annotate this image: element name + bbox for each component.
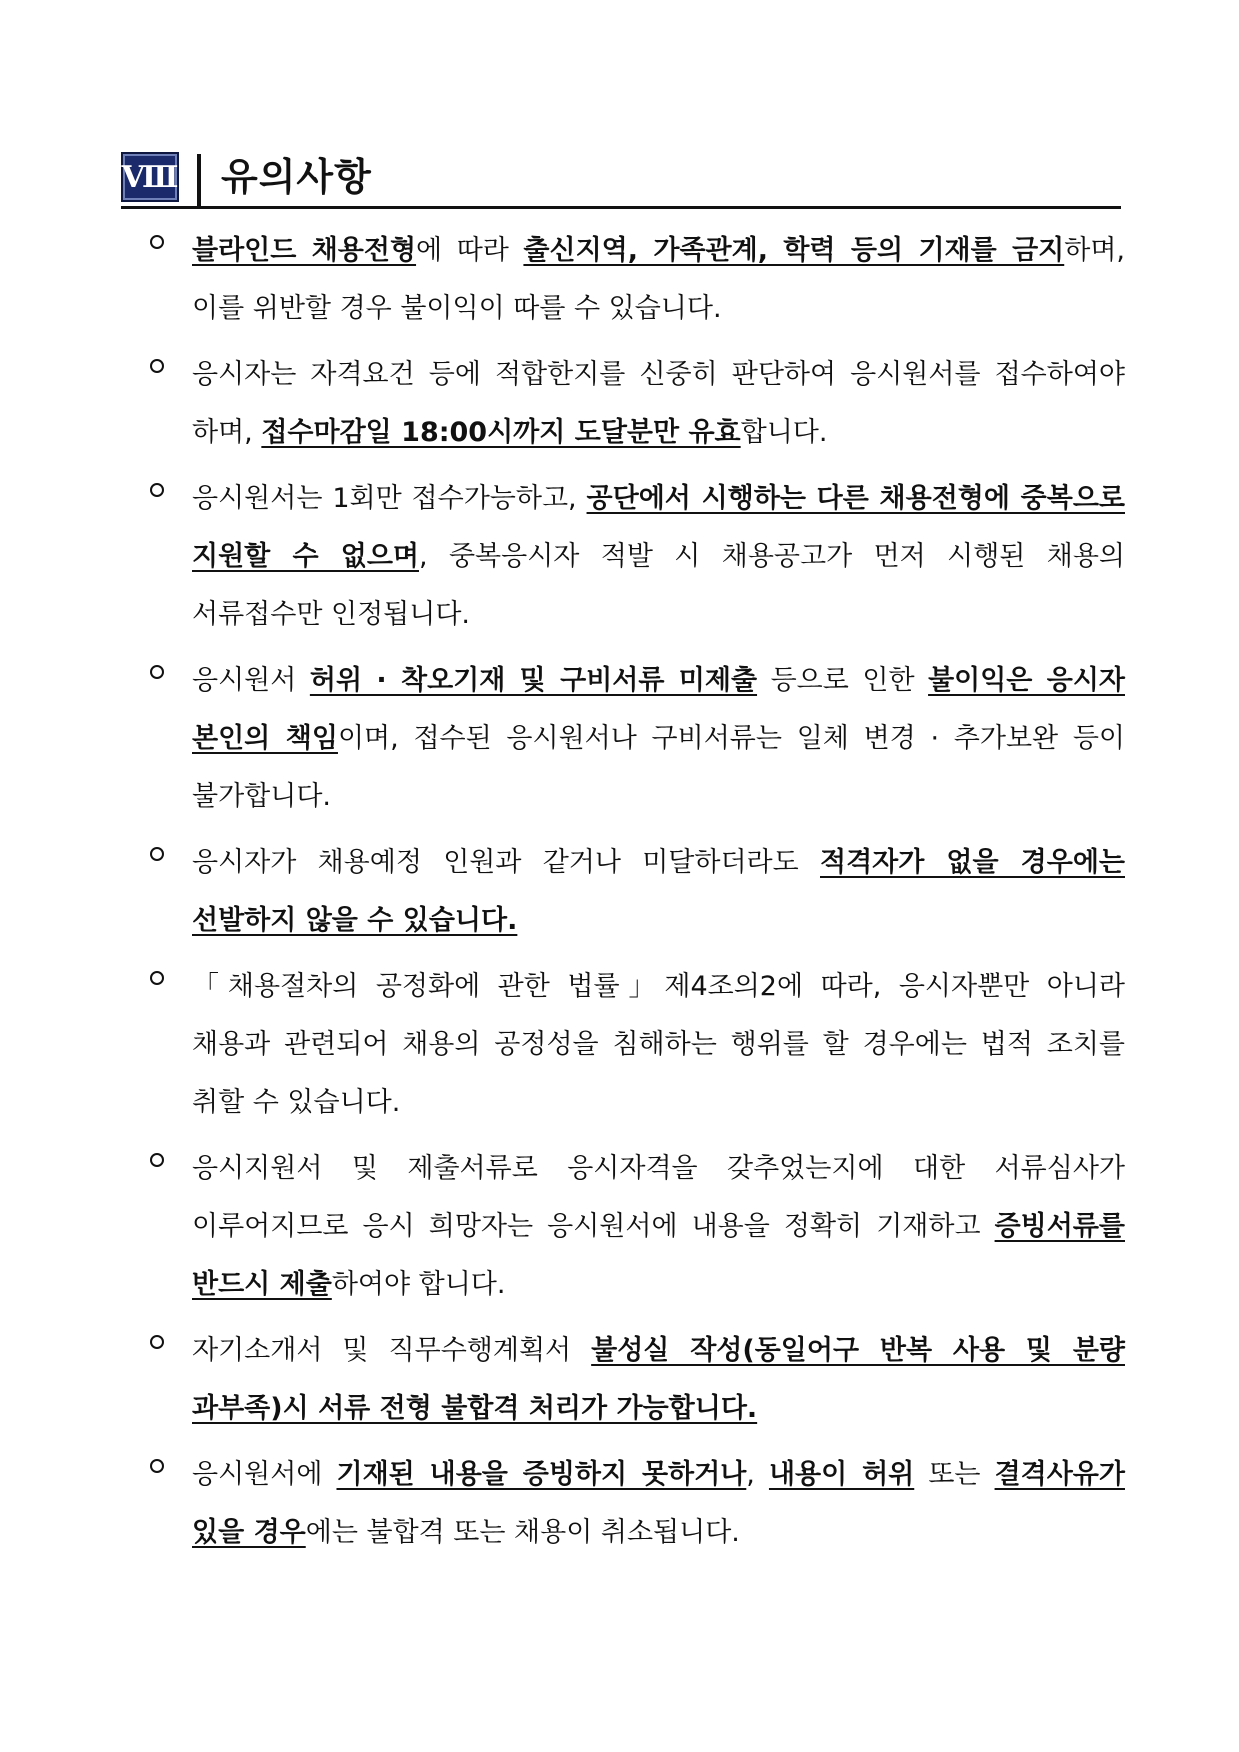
emphasized-text: 적격자가 없을 경우에는 선발하지 않을 수 있습니다.	[192, 847, 1125, 936]
emphasized-text: 증빙서류를 반드시 제출	[192, 1211, 1125, 1300]
body-text: 합니다.	[740, 417, 828, 448]
circle-bullet-icon	[150, 483, 164, 497]
body-text: 응시원서는 1회만 접수가능하고,	[192, 483, 587, 514]
body-text: 자기소개서 및 직무수행계획서	[192, 1335, 592, 1366]
notice-text	[192, 346, 1125, 462]
notice-item	[150, 470, 1125, 644]
section-number-badge: Ⅷ	[121, 152, 179, 202]
notice-text	[192, 1140, 1125, 1314]
body-text: 등으로 인한	[757, 665, 929, 696]
circle-bullet-icon	[150, 1459, 164, 1473]
section-header	[121, 152, 1121, 209]
body-text: 응시자는 자격요건 등에 적합한지를 신중히 판단하여 응시원서를 접수하여야 하며,	[192, 359, 1125, 448]
notice-item	[150, 1322, 1125, 1438]
circle-bullet-icon	[150, 1335, 164, 1349]
circle-bullet-icon	[150, 847, 164, 861]
circle-bullet-icon	[150, 1153, 164, 1167]
emphasized-text: 블라인드 채용전형	[192, 235, 417, 266]
emphasized-text: 결격사유가 있을 경우	[192, 1459, 1125, 1548]
notice-item	[150, 222, 1125, 338]
notice-list	[150, 222, 1125, 1570]
circle-bullet-icon	[150, 359, 164, 373]
body-text: 응시원서에	[192, 1459, 337, 1490]
body-text: , 중복응시자 적발 시 채용공고가 먼저 시행된 채용의 서류접수만 인정됩니다.	[192, 541, 1125, 630]
emphasized-text: 기재된 내용을 증빙하지 못하거나	[336, 1459, 747, 1490]
body-text: 에는 불합격 또는 채용이 취소됩니다.	[305, 1517, 740, 1548]
circle-bullet-icon	[150, 235, 164, 249]
emphasized-text: 공단에서 시행하는 다른 채용전형에 중복으로 지원할 수 없으며	[192, 483, 1125, 572]
notice-item	[150, 834, 1125, 950]
emphasized-text: 허위 · 착오기재 및 구비서류 미제출	[309, 665, 758, 696]
emphasized-text: 접수마감일 18:00시까지 도달분만 유효	[261, 417, 741, 448]
notice-item	[150, 958, 1125, 1132]
emphasized-text: 출신지역, 가족관계, 학력 등의 기재를 금지	[523, 235, 1065, 266]
body-text: 에 따라	[416, 235, 524, 266]
circle-bullet-icon	[150, 971, 164, 985]
body-text: 또는	[914, 1459, 995, 1490]
notice-text	[192, 834, 1125, 950]
notice-text	[192, 1322, 1125, 1438]
notice-item	[150, 652, 1125, 826]
body-text: 「채용절차의 공정화에 관한 법률」제4조의2에 따라, 응시자뿐만 아니라 채용과 관련되어 채용의 공정성을 침해하는 행위를 할 경우에는 법적 조치를 취할 수 있습니다.	[192, 971, 1125, 1118]
circle-bullet-icon	[150, 665, 164, 679]
section-divider-bar	[197, 154, 201, 206]
body-text: ,	[746, 1459, 769, 1490]
body-text: 하여야 합니다.	[331, 1269, 506, 1300]
body-text: 이며, 접수된 응시원서나 구비서류는 일체 변경 · 추가보완 등이 불가합니다.	[192, 723, 1126, 812]
notice-item	[150, 1140, 1125, 1314]
emphasized-text: 내용이 허위	[768, 1459, 915, 1490]
emphasized-text: 불이익은 응시자 본인의 책임	[192, 665, 1125, 754]
body-text: 응시지원서 및 제출서류로 응시자격을 갖추었는지에 대한 서류심사가 이루어지므로 응시 희망자는 응시원서에 내용을 정확히 기재하고	[192, 1153, 1125, 1242]
section-title: 유의사항	[221, 155, 372, 199]
body-text: 응시원서	[192, 665, 310, 696]
emphasized-text: 불성실 작성(동일어구 반복 사용 및 분량 과부족)시 서류 전형 불합격 처리가 가능합니다.	[192, 1335, 1125, 1424]
notice-text	[192, 470, 1125, 644]
body-text: 응시자가 채용예정 인원과 같거나 미달하더라도	[192, 847, 820, 878]
notice-text	[192, 222, 1125, 338]
notice-text	[192, 958, 1125, 1132]
body-text: 하며, 이를 위반할 경우 불이익이 따를 수 있습니다.	[192, 235, 1125, 324]
notice-text	[192, 1446, 1125, 1562]
notice-item	[150, 346, 1125, 462]
notice-text	[192, 652, 1125, 826]
notice-item	[150, 1446, 1125, 1562]
